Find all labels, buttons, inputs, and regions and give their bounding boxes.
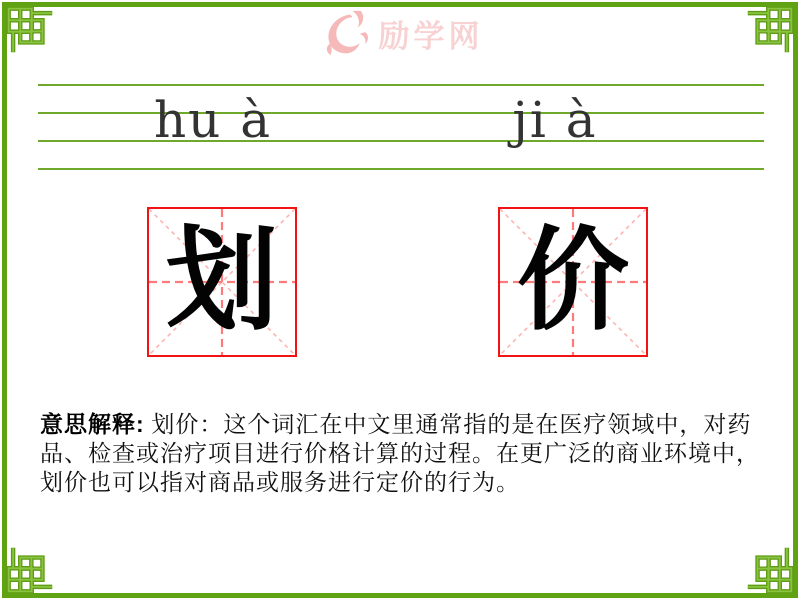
corner-lattice-bottom-right-icon [746,546,794,594]
meaning-body: 划价：这个词汇在中文里通常指的是在医疗领域中，对药品、检查或治疗项目进行价格计算的过程。在更广泛的商业环境中，划价也可以指对商品或服务进行定价的行为。 [40,412,760,495]
rule-line [38,84,764,86]
meaning-label: 意思解释: [40,411,145,437]
character-box-jia [498,207,648,357]
hanzi-hua: 划 [166,220,278,344]
character-box-hua [147,207,297,357]
pinyin-jia: ji à [512,91,598,149]
meaning-section [40,410,762,497]
hanzi-jia: 价 [517,220,629,344]
phoenix-flame-icon [317,10,373,56]
rule-line [38,168,764,170]
corner-lattice-bottom-left-icon [6,546,54,594]
pinyin-hua: hu à [153,91,273,149]
logo-text: 励学网 [378,18,484,54]
site-logo [0,10,800,56]
